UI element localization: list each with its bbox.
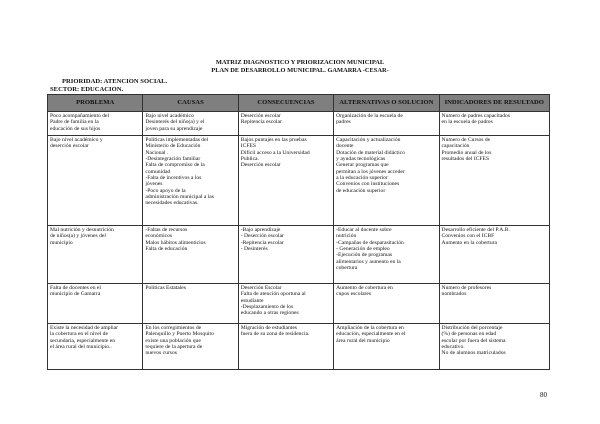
cell-text-line: Organización de la escuela de [336,113,403,119]
cell-text-line: permitan a los jóvenes acceder [336,168,405,175]
cell-text-line: -Ejecución de programas [336,252,393,259]
table-row [48,112,550,136]
cell-text-line: económicos [145,233,173,240]
cell-text-line: estudiante [240,297,264,304]
cell-text-line: Aumento en la cobertura [441,239,497,246]
column-header-alternativas: ALTERNATIVAS O SOLUCION [334,95,439,112]
cell-text-line: resultados del ICFES [441,156,490,163]
cell-problema [48,226,143,284]
cell-text-line: Ministerio de Educación [145,143,201,150]
cell-text-line: comunidad [145,168,171,175]
cell-text-line: Deserción Escolar [240,285,282,291]
cell-indicadores [439,324,549,370]
cell-text-line: requiere de la apertura de [145,344,203,351]
cell-text-line: de niños(a) y jóvenes del [50,233,106,240]
cell-text-line: Malos hábitos alimenticios [145,239,206,246]
cell-text-line: a la educación superior [336,175,388,182]
cell-indicadores [439,284,549,324]
diagnostic-matrix-table [47,94,550,370]
cell-text-line: secundaria, especialmente en [50,337,116,344]
cell-alternativas [334,324,439,370]
cell-text-line: Desarrollo eficiente del P.A.B. [441,227,510,233]
cell-text-line: Dotación de material didáctico [336,149,405,156]
cell-text-line: fuera de su zona de residencia. [240,331,310,338]
cell-text-line: Deserción escolar [240,113,281,119]
cell-text-line: deserción escolar [50,143,89,150]
cell-text-line: Migración de estudiantes [240,325,297,331]
cell-text-line: Políticas implementadas del [145,137,209,143]
cell-text-line: educativo. [441,344,465,351]
cell-text-line: cobertura [336,265,358,272]
cell-indicadores [439,226,549,284]
cell-consecuencias [238,284,333,324]
cell-text-line: Bajo nivel académico [145,113,194,119]
cell-consecuencias [238,226,333,284]
cell-text-line: En los corregimientos de [145,325,202,331]
cell-text-line: Distribución del porcentaje [441,325,503,331]
document-title-line1: MATRIZ DIAGNOSTICO Y PRIORIZACION MUNICIPAL [215,59,385,66]
cell-text-line: Deserción escolar [240,162,281,169]
cell-text-line: Numero de profesores [441,285,492,291]
cell-text-line: ICFES [240,143,256,150]
cell-text-line: padres [336,119,351,126]
cell-text-line: -Repitencia escolar [240,239,284,246]
cell-text-line: nutrición [336,233,357,240]
table-header-row [48,95,550,112]
cell-consecuencias [238,112,333,136]
cell-text-line: -Faltas de recursos [145,227,188,233]
cell-problema [48,324,143,370]
cell-text-line: No de alumnos matriculados [441,350,506,357]
cell-text-line: -Bajo aprendizaje [240,227,281,233]
cell-text-line: y ayudas tecnológicas [336,156,386,163]
cell-text-line: Convenios con el ICBF [441,233,495,240]
cell-text-line: administración municipal a las [145,194,214,201]
cell-causas [143,226,238,284]
priority-label: PRIORIDAD: ATENCION SOCIAL. [62,78,168,85]
table-row [48,136,550,226]
cell-text-line: -Poco apoyo de la [145,187,186,194]
cell-consecuencias [238,324,333,370]
cell-problema [48,284,143,324]
cell-text-line: Capacitación y actualización [336,137,401,143]
cell-text-line: -Campañas de desparasitación [336,239,404,246]
cell-text-line: Falta de compromiso de la [145,162,205,169]
cell-text-line: cupos escolares [336,291,372,298]
cell-text-line: Existe la necesidad de ampliar [50,325,119,331]
cell-text-line: Falta de docentes en el [50,285,101,291]
page-number: 80 [540,391,547,399]
cell-text-line: necesidades educativas. [145,200,199,207]
cell-indicadores [439,136,549,226]
cell-text-line: la cobertura en el nivel de [50,331,108,338]
cell-text-line: educando a otras regiones [240,310,299,317]
cell-alternativas [334,226,439,284]
cell-text-line: -Falta de incentivos a los [145,175,202,182]
table-row [48,324,550,370]
cell-text-line: Difícil acceso a la Universidad [240,149,310,156]
cell-text-line: Numero de Cursos de [441,137,491,143]
cell-text-line: Poco acompañamiento del [50,113,110,119]
column-header-problema: PROBLEMA [48,95,143,112]
cell-text-line: municipio [50,239,73,246]
cell-text-line: -Educar al docente sobre [336,227,392,233]
cell-text-line: el área rural del municipio.. [50,344,112,351]
document-title-line2: PLAN DE DESARROLLO MUNICIPAL. GAMARRA -CESAR- [211,67,389,74]
cell-text-line: - Deserción escolar [240,233,284,240]
cell-text-line: escolar por fuera del sistema [441,337,506,344]
cell-text-line: Bajo nivel académico y [50,137,103,143]
cell-text-line: jóvenes [145,181,163,188]
cell-text-line: Mal nutrición y desnutrición [50,227,114,233]
cell-text-line: Promedio anual de los [441,149,492,156]
cell-text-line: Falta de atención oportuna al [240,291,306,298]
cell-text-line: área rural del municipio [336,337,390,344]
cell-text-line: Generar programas que [336,162,389,169]
cell-text-line: existe una población que [145,337,201,344]
cell-text-line: capacitación [441,143,470,150]
cell-text-line: Nacional . [145,149,169,156]
cell-text-line: en la escuela de padres [441,119,493,126]
column-header-consecuencias: CONSECUENCIAS [238,95,333,112]
cell-text-line: Políticas Estatales [145,285,186,291]
cell-text-line: - Desinterés [240,246,268,253]
cell-text-line: Falta de educación [145,246,188,253]
cell-text-line: Bajos puntajes en las pruebas [240,137,307,143]
cell-text-line: nuevos cursos [145,350,177,357]
cell-text-line: -Desintegración familiar [145,156,201,163]
cell-text-line: - Generación de empleo [336,246,390,253]
cell-text-line: docente [336,143,354,150]
cell-text-line: alimentarios y aumento en la [336,258,401,265]
cell-text-line: de educación superior [336,187,386,194]
cell-consecuencias [238,136,333,226]
cell-problema [48,136,143,226]
cell-alternativas [334,136,439,226]
cell-text-line: Convenios con instituciones [336,181,400,188]
cell-text-line: Padre de familia en la [50,119,99,126]
column-header-causas: CAUSAS [143,95,238,112]
cell-alternativas [334,112,439,136]
cell-text-line: Publica. [240,156,259,163]
cell-indicadores [439,112,549,136]
cell-text-line: Ampliación de la cobertura en [336,325,404,331]
table-row [48,284,550,324]
cell-text-line: Palenquillo y Puerto Mosquito [145,331,214,338]
cell-text-line: Desinterés del niño(a) y el [145,119,205,126]
cell-causas [143,324,238,370]
column-header-indicadores: INDICADORES DE RESULTADO [439,95,549,112]
cell-text-line: municipio de Gamarra [50,291,101,298]
cell-text-line: educación, especialmente en el [336,331,406,338]
cell-text-line: Numero de padres capacitados [441,113,511,119]
cell-text-line: (%) de personas en edad [441,331,497,338]
cell-alternativas [334,284,439,324]
sector-label: SECTOR: EDUCACION. [50,86,124,93]
cell-text-line: nombrados [441,291,467,298]
cell-text-line: joven para su aprendizaje [145,125,203,132]
table-body [48,112,550,370]
cell-text-line: Repitencia escolar [240,119,282,126]
cell-text-line: -Desplazamiento de los [240,304,294,311]
cell-text-line: educación de sus hijos [50,125,101,132]
cell-causas [143,284,238,324]
cell-problema [48,112,143,136]
cell-causas [143,112,238,136]
cell-text-line: Aumento de cobertura en [336,285,393,291]
cell-causas [143,136,238,226]
table-row [48,226,550,284]
